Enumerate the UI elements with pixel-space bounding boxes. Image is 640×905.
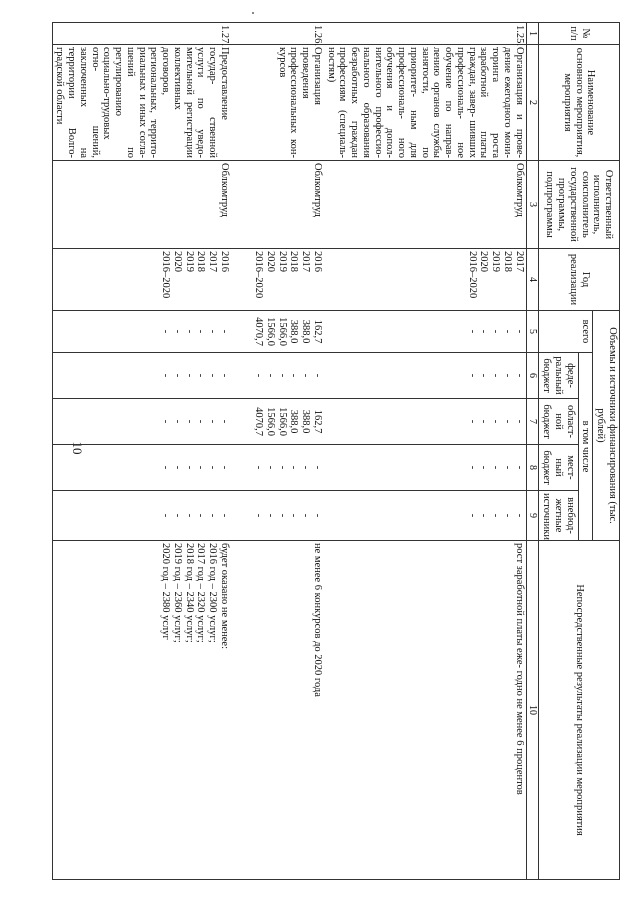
value: -: [183, 465, 195, 470]
table-row: [231, 23, 324, 880]
value: 388,0: [288, 319, 300, 344]
executor: Облкомтруд: [231, 161, 324, 249]
value: -: [253, 373, 265, 378]
table-row: [324, 23, 526, 880]
federal-list: [231, 353, 324, 399]
value: -: [478, 419, 490, 424]
value: -: [513, 419, 525, 424]
year-list: [52, 249, 231, 311]
result-line: будет оказано не менее:: [218, 543, 230, 650]
col-number: 7: [526, 399, 538, 445]
col-number: 10: [526, 541, 538, 880]
value: 2016–2020: [253, 251, 265, 299]
value: 2020: [264, 251, 276, 272]
result: [324, 541, 526, 880]
value: -: [478, 465, 490, 470]
value: -: [466, 465, 478, 470]
value: -: [513, 513, 525, 518]
value: -: [195, 329, 207, 334]
value: -: [276, 373, 288, 378]
value: -: [171, 419, 183, 424]
value: -: [160, 373, 172, 378]
value: 2019: [183, 251, 195, 272]
value: 162,7: [311, 319, 323, 344]
value: 2018: [288, 251, 300, 272]
value: -: [501, 419, 513, 424]
value: -: [171, 513, 183, 518]
total-list: [231, 311, 324, 353]
regional-list: [231, 399, 324, 445]
col-number: 2: [526, 45, 538, 161]
value: -: [478, 329, 490, 334]
value: 2017: [513, 251, 525, 272]
value: -: [311, 373, 323, 378]
value: -: [513, 329, 525, 334]
value: -: [160, 329, 172, 334]
value: 2016: [311, 251, 323, 272]
value: -: [288, 373, 300, 378]
local-list: [52, 445, 231, 491]
value: -: [218, 513, 230, 518]
value: -: [466, 373, 478, 378]
activity-name: Организация проведения профессиональных кон- курсов: [231, 45, 324, 161]
value: 2019: [276, 251, 288, 272]
value: -: [490, 419, 502, 424]
value: -: [253, 465, 265, 470]
result: [231, 541, 324, 880]
value: -: [195, 419, 207, 424]
value: 388,0: [300, 409, 312, 434]
value: -: [466, 419, 478, 424]
year-list: [231, 249, 324, 311]
value: -: [218, 465, 230, 470]
header-regional: област- ной бюджет: [538, 399, 578, 445]
total-list: [52, 311, 231, 353]
value: -: [253, 513, 265, 518]
value: 1566,0: [276, 317, 288, 346]
value: -: [207, 465, 219, 470]
federal-list: [52, 353, 231, 399]
header-result: Непосредственные результаты реализации мероприятия: [538, 541, 619, 880]
column-number-row: [526, 23, 538, 880]
value: 1566,0: [264, 317, 276, 346]
page-number: 10: [70, 441, 85, 455]
row-number: 1.26.: [231, 23, 324, 45]
value: -: [513, 373, 525, 378]
scan-speck: [252, 12, 254, 14]
activity-name: Организация и прове- дение ежегодного мони- торинга роста заработной платы граждан, завер- шивших профессиональ- ное обучение по направ- лению органов службы занятости, по приоритет- ным для профессиональ- ного обучения и допол- нительного профессио- нального образования безработных граждан профессиям (специаль- ностям): [324, 45, 526, 161]
value: -: [160, 419, 172, 424]
value: -: [501, 373, 513, 378]
value: 2017: [300, 251, 312, 272]
result-line: 2017 год – 2320 услуг;: [195, 543, 207, 643]
header-federal: феде- ральный бюджет: [538, 353, 578, 399]
value: 1566,0: [264, 407, 276, 436]
value: -: [171, 329, 183, 334]
header-local: мест- ный бюджет: [538, 445, 578, 491]
value: -: [195, 465, 207, 470]
value: -: [490, 329, 502, 334]
value: -: [264, 513, 276, 518]
rotated-table-container: [54, 22, 620, 880]
extra-list: [324, 491, 526, 541]
value: -: [160, 465, 172, 470]
value: -: [171, 373, 183, 378]
value: -: [490, 373, 502, 378]
value: 2019: [490, 251, 502, 272]
value: -: [183, 419, 195, 424]
result-line: 2020 год – 2380 услуг: [160, 543, 172, 640]
regional-list: [52, 399, 231, 445]
header-executor: Ответственный исполнитель, соисполнитель государственной программы, подпрограммы: [538, 161, 619, 249]
executor: Облкомтруд: [52, 161, 231, 249]
value: -: [276, 465, 288, 470]
value: 2017: [207, 251, 219, 272]
value: -: [183, 513, 195, 518]
header-year: Год реализации: [538, 249, 619, 311]
local-list: [231, 445, 324, 491]
year-list: [324, 249, 526, 311]
value: 2016–2020: [466, 251, 478, 299]
value: -: [288, 465, 300, 470]
value: -: [160, 513, 172, 518]
value: -: [218, 419, 230, 424]
value: -: [218, 329, 230, 334]
header-name: Наименование основного мероприятия, мероприятия: [538, 45, 619, 161]
value: -: [490, 513, 502, 518]
federal-list: [324, 353, 526, 399]
regional-list: [324, 399, 526, 445]
executor: Облкомтруд: [324, 161, 526, 249]
table-row: [52, 23, 231, 880]
value: 4070,7: [253, 407, 265, 436]
value: -: [501, 329, 513, 334]
value: -: [207, 513, 219, 518]
program-activities-table: [52, 22, 620, 880]
value: -: [501, 465, 513, 470]
value: -: [513, 465, 525, 470]
value: -: [466, 513, 478, 518]
value: -: [490, 465, 502, 470]
header-incl: в том числе: [578, 353, 593, 541]
value: -: [311, 465, 323, 470]
col-number: 1: [526, 23, 538, 45]
local-list: [324, 445, 526, 491]
value: -: [207, 419, 219, 424]
value: -: [207, 329, 219, 334]
col-number: 4: [526, 249, 538, 311]
value: -: [218, 373, 230, 378]
extra-list: [52, 491, 231, 541]
value: 1566,0: [276, 407, 288, 436]
value: -: [478, 513, 490, 518]
col-number: 3: [526, 161, 538, 249]
result-line: 2016 год – 2300 услуг;: [207, 543, 219, 643]
result: [52, 541, 231, 880]
value: 2016: [218, 251, 230, 272]
total-list: [324, 311, 526, 353]
value: -: [300, 465, 312, 470]
extra-list: [231, 491, 324, 541]
value: 2020: [171, 251, 183, 272]
col-number: 6: [526, 353, 538, 399]
header-num: № п/п: [538, 23, 619, 45]
row-number: 1.25.: [324, 23, 526, 45]
result-line: не менее 6 конкурсов до 2020 года: [311, 543, 323, 697]
value: 2018: [195, 251, 207, 272]
value: 388,0: [300, 319, 312, 344]
value: -: [501, 513, 513, 518]
value: -: [264, 373, 276, 378]
value: 162,7: [311, 409, 323, 434]
result-line: рост заработной платы еже- годно не менее 6 процентов: [513, 543, 525, 795]
value: -: [300, 513, 312, 518]
value: -: [171, 465, 183, 470]
value: -: [195, 513, 207, 518]
value: -: [207, 373, 219, 378]
value: -: [195, 373, 207, 378]
value: -: [183, 373, 195, 378]
header-total: всего: [538, 311, 593, 353]
header-extra: внебюд- жетные источники: [538, 491, 578, 541]
col-number: 8: [526, 445, 538, 491]
result-line: 2019 год – 2360 услуг;: [171, 543, 183, 643]
value: 2018: [501, 251, 513, 272]
result-line: 2018 год – 2340 услуг;: [183, 543, 195, 643]
value: -: [311, 513, 323, 518]
value: -: [466, 329, 478, 334]
activity-name: Предоставление государ- ственной услуги по уведо- мительной регистрации коллективных договоров, региональных, террито- риальных и иных согла- шений по регулированию социально-трудовых отно- шений, заключенных на территории Волго- градской области: [52, 45, 231, 161]
row-number: 1.27.: [52, 23, 231, 45]
value: -: [276, 513, 288, 518]
header-financing: Объемы и источники финансирования (тыс. рублей): [593, 311, 620, 541]
value: -: [183, 329, 195, 334]
value: -: [300, 373, 312, 378]
value: -: [264, 465, 276, 470]
col-number: 9: [526, 491, 538, 541]
value: 4070,7: [253, 317, 265, 346]
value: 2016–2020: [160, 251, 172, 299]
value: -: [288, 513, 300, 518]
col-number: 5: [526, 311, 538, 353]
value: -: [478, 373, 490, 378]
value: 2020: [478, 251, 490, 272]
value: 388,0: [288, 409, 300, 434]
